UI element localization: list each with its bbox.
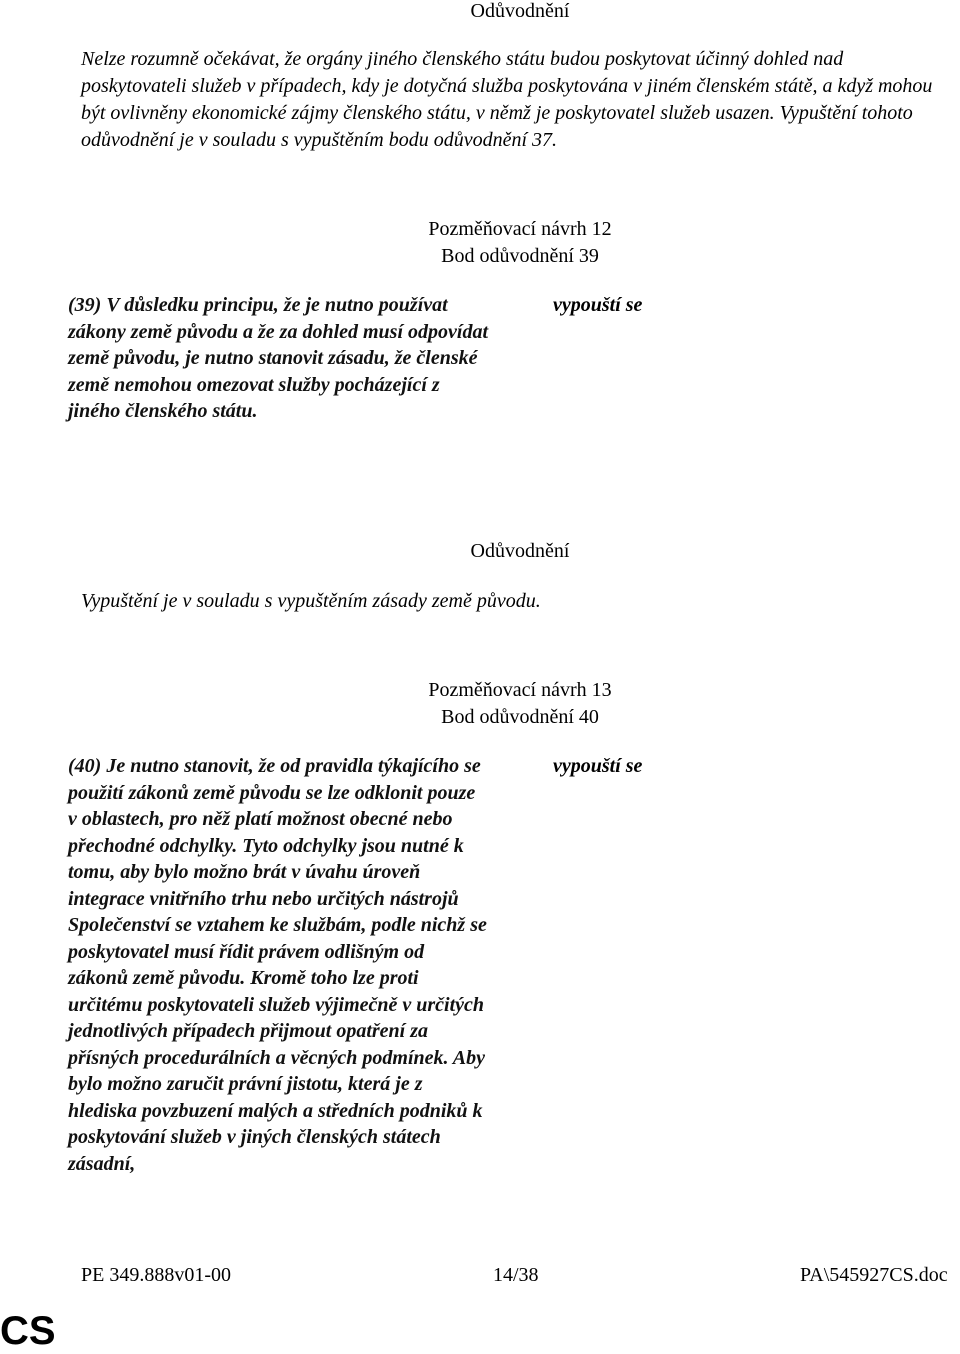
amendment-12-amended-text: vypouští se xyxy=(553,294,643,316)
amendment-12-justification-text: Vypuštění je v souladu s vypuštěním zásady země původu. xyxy=(81,590,541,612)
footer-page-number: 14/38 xyxy=(493,1264,539,1286)
amendment-13-reference: Bod odůvodnění 40 xyxy=(441,706,599,728)
amendment-13-number: Pozměňovací návrh 13 xyxy=(428,679,612,701)
amendment-13-amended-text: vypouští se xyxy=(553,755,643,777)
amendment-12-justification-heading: Odůvodnění xyxy=(470,540,570,562)
footer-language-code: CS xyxy=(0,1309,56,1353)
intro-justification-text: Nelze rozumně očekávat, že orgány jiného členského státu budou poskytovat účinný dohled nad poskytovateli služeb v případech, kdy je dotyčná služba poskytována v jiném členském státě, a když mohou být ovlivněny ekonomické zájmy členského státu, v němž je poskytovatel služeb usazen. Vypuštění tohoto odůvodnění je v souladu s vypuštěním bodu odůvodnění 37. xyxy=(81,48,933,151)
amendment-12-number: Pozměňovací návrh 12 xyxy=(428,218,612,240)
amendment-12-original-text: (39) V důsledku principu, že je nutno používat zákony země původu a že za dohled musí odpovídat země původu, je nutno stanovit zásadu, že členské země nemohou omezovat služby pocházející z jiného členského státu. xyxy=(68,294,489,422)
amendment-12-reference: Bod odůvodnění 39 xyxy=(441,245,599,267)
footer-doc-ref: PE 349.888v01-00 xyxy=(81,1264,231,1286)
footer-file-name: PA\545927CS.doc xyxy=(800,1264,948,1286)
amendment-13-original-text: (40) Je nutno stanovit, že od pravidla týkajícího se použití zákonů země původu se lze odklonit pouze v oblastech, pro něž platí možnost obecné nebo přechodné odchylky. Tyto odchylky jsou nutné k tomu, aby bylo možno brát v úvahu úroveň integrace vnitřního trhu nebo určitých nástrojů Společenství se vztahem ke službám, podle nichž se poskytovatel musí řídit právem odlišným od zákonů země původu. Kromě toho lze proti určitému poskytovateli služeb výjimečně v určitých jednotlivých případech přijmout opatření za přísných procedurálních a věcných podmínek. Aby bylo možno zaručit právní jistotu, která je z hlediska povzbuzení malých a středních podniků k poskytování služeb v jiných členských státech zásadní, xyxy=(68,755,487,1175)
justification-heading: Odůvodnění xyxy=(470,0,570,22)
